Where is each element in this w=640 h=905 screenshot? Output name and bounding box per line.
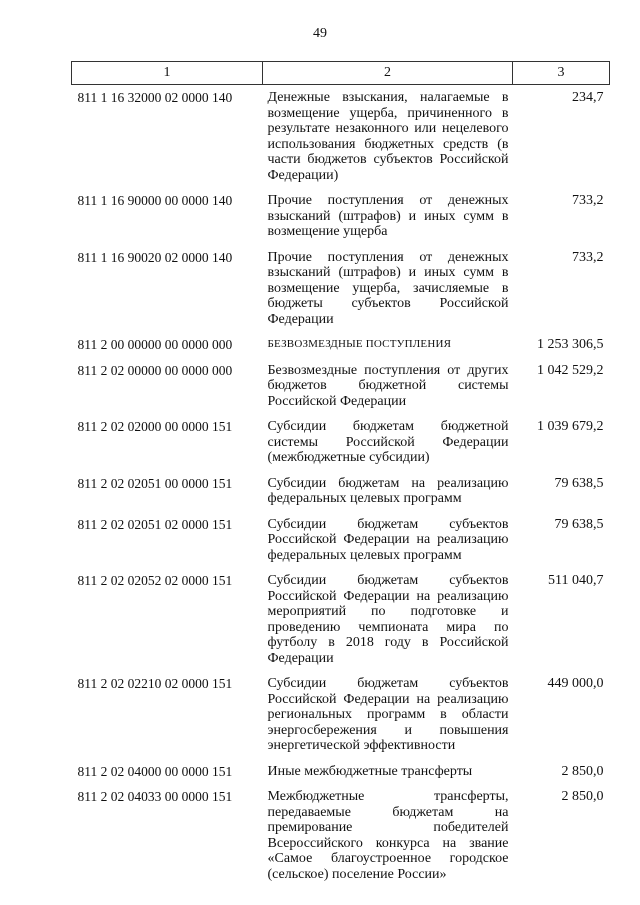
row-code: 811 2 02 02210 02 0000 151 [77, 676, 233, 691]
row-sum: 79 638,5 [554, 475, 604, 491]
row-sum: 511 040,7 [548, 573, 604, 588]
row-code: 811 2 02 04000 00 0000 151 [77, 763, 233, 779]
table-row [72, 337, 610, 363]
table-row [72, 419, 610, 476]
table-row [72, 517, 610, 574]
revenue-table [71, 61, 610, 892]
column-header-code: 1 [72, 62, 263, 85]
page-number: 49 [313, 26, 327, 41]
table-row [72, 676, 610, 764]
row-code: 811 2 00 00000 00 0000 000 [77, 337, 233, 352]
row-sum: 733,2 [572, 249, 604, 265]
table-row [72, 476, 610, 517]
row-sum: 1 042 529,2 [537, 362, 604, 378]
row-code: 811 2 02 02051 00 0000 151 [77, 475, 233, 491]
row-sum: 234,7 [572, 90, 604, 105]
row-sum: 2 850,0 [561, 763, 604, 779]
row-name: Прочие поступления от денежных взысканий (штрафов) и иных сумм в возмещение ущерба [267, 193, 509, 239]
row-name: Безвозмездные поступления от других бюджетов бюджетной системы Российской Федерации [267, 362, 509, 409]
row-code: 811 2 02 02051 02 0000 151 [77, 516, 233, 532]
row-sum: 449 000,0 [547, 676, 604, 691]
table-row [72, 573, 610, 676]
row-name: Субсидии бюджетам на реализацию федеральных целевых программ [267, 475, 509, 506]
row-sum: 733,2 [572, 193, 604, 208]
table-row [72, 789, 610, 892]
row-name: Субсидии бюджетам субъектов Российской Федерации на реализацию региональных программ в области энергосбережения и повышения энергетической эффективности [267, 676, 509, 753]
row-name: Прочие поступления от денежных взысканий (штрафов) и иных сумм в возмещение ущерба, зачисляемые в бюджеты субъектов Российской Федерации [267, 249, 509, 327]
column-header-sum: 3 [513, 62, 610, 85]
table-row [72, 764, 610, 790]
row-name: Субсидии бюджетам субъектов Российской Федерации на реализацию федеральных целевых программ [267, 516, 509, 563]
row-sum: 79 638,5 [554, 516, 604, 532]
table-row [72, 193, 610, 250]
row-code: 811 1 16 32000 02 0000 140 [77, 90, 233, 105]
row-code: 811 2 02 02052 02 0000 151 [77, 573, 233, 588]
row-code: 811 2 02 02000 00 0000 151 [77, 419, 233, 434]
row-sum: 2 850,0 [561, 789, 604, 804]
table-header-row [72, 62, 610, 85]
row-code: 811 2 02 00000 00 0000 000 [77, 362, 233, 378]
row-name: Субсидии бюджетам субъектов Российской Федерации на реализацию мероприятий по подготовке и проведению чемпионата мира по футболу в 2018 году в Российской Федерации [267, 573, 509, 666]
row-sum: 1 039 679,2 [537, 419, 604, 434]
row-code: 811 1 16 90020 02 0000 140 [77, 249, 233, 265]
table-row [72, 85, 610, 194]
row-name: Межбюджетные трансферты, передаваемые бюджетам на премирование победителей Всероссийского конкурса на звание «Самое благоустроенное городское (сельское) поселение России» [267, 789, 509, 882]
row-sum: 1 253 306,5 [537, 337, 604, 352]
row-name: Денежные взыскания, налагаемые в возмещение ущерба, причиненного в результате незаконного или нецелевого использования бюджетных средств (в части бюджетов субъектов Российской Федерации) [267, 90, 509, 183]
row-name: Субсидии бюджетам бюджетной системы Российской Федерации (межбюджетные субсидии) [267, 419, 509, 465]
row-name: БЕЗВОЗМЕЗДНЫЕ ПОСТУПЛЕНИЯ [267, 338, 452, 350]
row-code: 811 2 02 04033 00 0000 151 [77, 789, 233, 804]
row-code: 811 1 16 90000 00 0000 140 [77, 193, 233, 208]
table-row [72, 363, 610, 420]
table-row [72, 250, 610, 338]
row-name: Иные межбюджетные трансферты [267, 763, 473, 779]
column-header-name: 2 [263, 62, 513, 85]
